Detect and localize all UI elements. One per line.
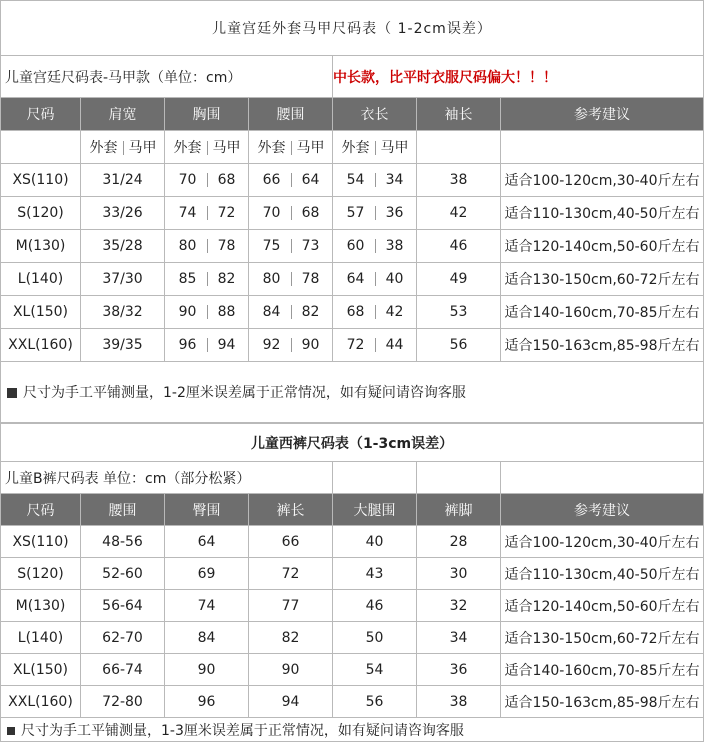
header-thigh: 大腿围 <box>333 494 417 526</box>
sleeve-cell: 46 <box>417 230 501 263</box>
waist-cell: 84 82 <box>249 296 333 329</box>
length-cell: 60 38 <box>333 230 417 263</box>
subheader-chest: 外套 马甲 <box>165 131 249 164</box>
size-cell: L(140) <box>1 622 81 654</box>
table-row <box>1 230 704 263</box>
table-row <box>1 686 704 718</box>
waist-cell: 48-56 <box>81 526 165 558</box>
length-cell: 68 42 <box>333 296 417 329</box>
vest-subheader-row <box>1 131 704 164</box>
recommendation-cell: 适合150-163cm,85-98斤左右 <box>501 686 704 718</box>
header-size: 尺码 <box>1 98 81 131</box>
size-cell: S(120) <box>1 558 81 590</box>
size-cell: XXL(160) <box>1 329 81 362</box>
hip-cell: 84 <box>165 622 249 654</box>
sleeve-cell: 38 <box>417 164 501 197</box>
shoulder-cell: 31/24 <box>81 164 165 197</box>
vest-measurement-note: 尺寸为手工平铺测量，1-2厘米误差属于正常情况，如有疑问请咨询客服 <box>1 362 704 423</box>
thigh-cell: 46 <box>333 590 417 622</box>
recommendation-cell: 适合140-160cm,70-85斤左右 <box>501 654 704 686</box>
recommendation-cell: 适合100-120cm,30-40斤左右 <box>501 164 704 197</box>
size-cell: S(120) <box>1 197 81 230</box>
header-sleeve: 袖长 <box>417 98 501 131</box>
size-cell: XS(110) <box>1 526 81 558</box>
waist-cell: 80 78 <box>249 263 333 296</box>
chest-cell: 80 78 <box>165 230 249 263</box>
waist-cell: 52-60 <box>81 558 165 590</box>
thigh-cell: 40 <box>333 526 417 558</box>
shoulder-cell: 39/35 <box>81 329 165 362</box>
size-cell: M(130) <box>1 230 81 263</box>
pants-length-cell: 82 <box>249 622 333 654</box>
waist-cell: 70 68 <box>249 197 333 230</box>
chest-cell: 96 94 <box>165 329 249 362</box>
header-waist: 腰围 <box>249 98 333 131</box>
table-row <box>1 558 704 590</box>
table-row <box>1 329 704 362</box>
hem-cell: 28 <box>417 526 501 558</box>
hem-cell: 30 <box>417 558 501 590</box>
shoulder-cell: 33/26 <box>81 197 165 230</box>
shoulder-cell: 35/28 <box>81 230 165 263</box>
recommendation-cell: 适合150-163cm,85-98斤左右 <box>501 329 704 362</box>
hem-cell: 32 <box>417 590 501 622</box>
pants-length-cell: 66 <box>249 526 333 558</box>
table-row <box>1 654 704 686</box>
waist-cell: 92 90 <box>249 329 333 362</box>
sleeve-cell: 42 <box>417 197 501 230</box>
thigh-cell: 43 <box>333 558 417 590</box>
recommendation-cell: 适合100-120cm,30-40斤左右 <box>501 526 704 558</box>
recommendation-cell: 适合140-160cm,70-85斤左右 <box>501 296 704 329</box>
hem-cell: 38 <box>417 686 501 718</box>
pants-length-cell: 72 <box>249 558 333 590</box>
shoulder-cell: 37/30 <box>81 263 165 296</box>
thigh-cell: 50 <box>333 622 417 654</box>
chest-cell: 85 82 <box>165 263 249 296</box>
header-length: 衣长 <box>333 98 417 131</box>
waist-cell: 66-74 <box>81 654 165 686</box>
vest-table-title: 儿童宫廷外套马甲尺码表（ 1-2cm误差） <box>1 1 704 56</box>
hip-cell: 90 <box>165 654 249 686</box>
note-square-icon <box>7 388 17 398</box>
waist-cell: 75 73 <box>249 230 333 263</box>
size-cell: XS(110) <box>1 164 81 197</box>
hem-cell: 36 <box>417 654 501 686</box>
header-hem: 裤脚 <box>417 494 501 526</box>
pants-size-table <box>0 423 704 742</box>
length-cell: 64 40 <box>333 263 417 296</box>
subheader-waist: 外套 马甲 <box>249 131 333 164</box>
shoulder-cell: 38/32 <box>81 296 165 329</box>
pants-measurement-note: 尺寸为手工平铺测量，1-3厘米误差属于正常情况，如有疑问请咨询客服 <box>1 718 704 742</box>
size-cell: L(140) <box>1 263 81 296</box>
vest-size-warning: 中长款，比平时衣服尺码偏大！！！ <box>333 56 704 98</box>
table-row <box>1 590 704 622</box>
hip-cell: 96 <box>165 686 249 718</box>
table-row <box>1 622 704 654</box>
table-row <box>1 164 704 197</box>
length-cell: 72 44 <box>333 329 417 362</box>
subheader-shoulder: 外套 马甲 <box>81 131 165 164</box>
subheader-length: 外套 马甲 <box>333 131 417 164</box>
table-row <box>1 197 704 230</box>
hem-cell: 34 <box>417 622 501 654</box>
table-row <box>1 296 704 329</box>
table-row <box>1 526 704 558</box>
recommendation-cell: 适合110-130cm,40-50斤左右 <box>501 558 704 590</box>
sleeve-cell: 56 <box>417 329 501 362</box>
size-cell: XL(150) <box>1 654 81 686</box>
header-recommendation: 参考建议 <box>501 98 704 131</box>
header-hip: 臀围 <box>165 494 249 526</box>
size-cell: XL(150) <box>1 296 81 329</box>
recommendation-cell: 适合120-140cm,50-60斤左右 <box>501 590 704 622</box>
hip-cell: 64 <box>165 526 249 558</box>
chest-cell: 70 68 <box>165 164 249 197</box>
thigh-cell: 54 <box>333 654 417 686</box>
pants-length-cell: 77 <box>249 590 333 622</box>
recommendation-cell: 适合110-130cm,40-50斤左右 <box>501 197 704 230</box>
pants-table-title: 儿童西裤尺码表（1-3cm误差） <box>1 424 704 462</box>
header-pants-length: 裤长 <box>249 494 333 526</box>
header-size: 尺码 <box>1 494 81 526</box>
length-cell: 57 36 <box>333 197 417 230</box>
pants-length-cell: 90 <box>249 654 333 686</box>
pants-table-subtitle: 儿童B裤尺码表 单位：cm（部分松紧） <box>1 462 333 494</box>
header-shoulder: 肩宽 <box>81 98 165 131</box>
table-row <box>1 263 704 296</box>
thigh-cell: 56 <box>333 686 417 718</box>
pants-header-row <box>1 494 704 526</box>
sleeve-cell: 49 <box>417 263 501 296</box>
sleeve-cell: 53 <box>417 296 501 329</box>
recommendation-cell: 适合120-140cm,50-60斤左右 <box>501 230 704 263</box>
hip-cell: 69 <box>165 558 249 590</box>
recommendation-cell: 适合130-150cm,60-72斤左右 <box>501 622 704 654</box>
hip-cell: 74 <box>165 590 249 622</box>
size-cell: M(130) <box>1 590 81 622</box>
chest-cell: 90 88 <box>165 296 249 329</box>
vest-table-subtitle: 儿童宫廷尺码表-马甲款（单位：cm） <box>1 56 333 98</box>
header-recommendation: 参考建议 <box>501 494 704 526</box>
note-square-icon <box>7 727 15 735</box>
chest-cell: 74 72 <box>165 197 249 230</box>
waist-cell: 62-70 <box>81 622 165 654</box>
pants-length-cell: 94 <box>249 686 333 718</box>
size-cell: XXL(160) <box>1 686 81 718</box>
recommendation-cell: 适合130-150cm,60-72斤左右 <box>501 263 704 296</box>
waist-cell: 66 64 <box>249 164 333 197</box>
length-cell: 54 34 <box>333 164 417 197</box>
vest-header-row <box>1 98 704 131</box>
header-waist: 腰围 <box>81 494 165 526</box>
waist-cell: 72-80 <box>81 686 165 718</box>
waist-cell: 56-64 <box>81 590 165 622</box>
header-chest: 胸围 <box>165 98 249 131</box>
